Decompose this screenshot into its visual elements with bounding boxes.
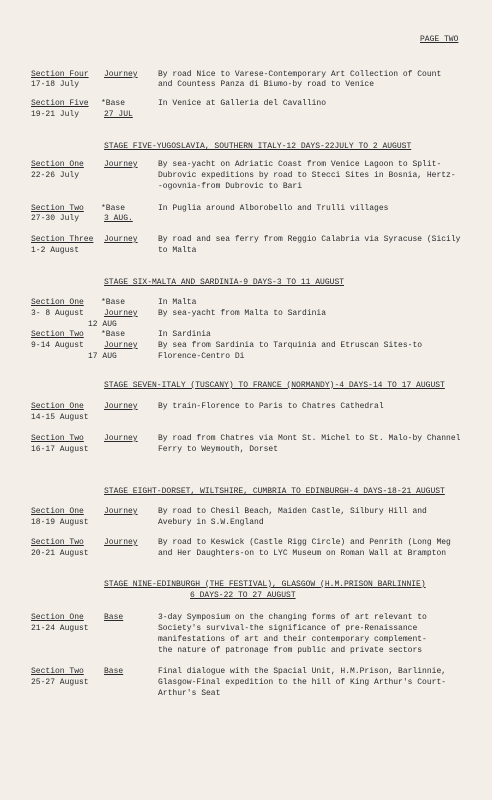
- section-desc-line: and Her Daughters-on to LYC Museum on Roman Wall at Brampton: [158, 549, 447, 558]
- section-dates: 18-19 August: [31, 518, 89, 527]
- section-type: Journey: [104, 70, 138, 79]
- section-type: *Base: [101, 298, 126, 307]
- section-desc-line: Final dialogue with the Spacial Unit, H.M.Prison, Barlinnie,: [158, 667, 447, 676]
- section-name: Section Two: [31, 667, 84, 676]
- section-type: Journey: [104, 160, 138, 169]
- section-type-date: 27 JUL: [104, 110, 133, 119]
- section-name: Section One: [31, 613, 84, 622]
- section-desc-line: Society's survival-the significance of pre-Renaissance: [158, 624, 418, 633]
- section-dates: 9-14 August: [31, 341, 84, 350]
- section-dates: 25-27 August: [31, 678, 89, 687]
- stage-title: STAGE SEVEN-ITALY (TUSCANY) TO FRANCE (NORMANDY)-4 DAYS-14 TO 17 AUGUST: [104, 381, 445, 390]
- section-desc-line: By sea-yacht on Adriatic Coast from Venice Lagoon to Split-: [158, 160, 442, 169]
- section-dates: 27-30 July: [31, 214, 80, 223]
- stage-title-days: 6 DAYS-22 TO 27 AUGUST: [190, 591, 296, 600]
- section-desc-line: and Countess Panza di Biumo-by road to Venice: [158, 80, 375, 89]
- section-desc-line: manifestations of art and their contemporary complement-: [158, 635, 427, 644]
- section-type-2: Journey: [104, 309, 138, 318]
- section-name: Section Two: [31, 538, 84, 547]
- section-desc-line: By train-Florence to Paris to Chatres Cathedral: [158, 402, 384, 411]
- section-dates: 16-17 August: [31, 445, 89, 454]
- section-type: Journey: [104, 434, 138, 443]
- section-desc-line: By road from Chatres via Mont St. Michel to St. Malo-by Channel: [158, 434, 461, 443]
- section-name: Section One: [31, 160, 84, 169]
- section-name: Section One: [31, 298, 84, 307]
- section-desc-line: the nature of patronage from public and private sectors: [158, 646, 423, 655]
- stage-title: STAGE NINE-EDINBURGH (THE FESTIVAL), GLASGOW (H.M.PRISON BARLINNIE): [104, 580, 426, 589]
- section-type-date: 17 AUG: [88, 352, 117, 361]
- section-type-2: Journey: [104, 341, 138, 350]
- section-desc-line: -ogovnia-from Dubrovic to Bari: [158, 182, 303, 191]
- section-type: Base: [104, 613, 124, 622]
- section-name: Section Three: [31, 235, 94, 244]
- section-desc-line: By sea from Sardinia to Tarquinia and Etruscan Sites-to: [158, 341, 423, 350]
- section-desc-line: By sea-yacht from Malta to Sardinia: [158, 309, 327, 318]
- section-desc-line: By road and sea ferry from Reggio Calabria via Syracuse (Sicily: [158, 235, 461, 244]
- stage-title: STAGE EIGHT-DORSET, WILTSHIRE, CUMBRIA TO EDINBURGH-4 DAYS-18-21 AUGUST: [104, 487, 445, 496]
- page-label: PAGE TWO: [420, 35, 459, 44]
- section-name: Section One: [31, 507, 84, 516]
- section-desc-line: to Malta: [158, 246, 197, 255]
- section-desc-line: By road to Keswick (Castle Rigg Circle) and Penrith (Long Meg: [158, 538, 451, 547]
- section-type: Journey: [104, 235, 138, 244]
- section-dates: 14-15 August: [31, 413, 89, 422]
- section-type-date: 12 AUG: [88, 320, 117, 329]
- section-desc-line: In Sardinia: [158, 330, 211, 339]
- section-type: Journey: [104, 402, 138, 411]
- section-dates: 1-2 August: [31, 246, 80, 255]
- section-dates: 3- 8 August: [31, 309, 84, 318]
- section-name: Section Four: [31, 70, 89, 79]
- section-type: Base: [104, 667, 124, 676]
- section-name: Section Five: [31, 99, 89, 108]
- section-desc-line: In Venice at Galleria del Cavallino: [158, 99, 327, 108]
- stage-title: STAGE FIVE-YUGOSLAVIA, SOUTHERN ITALY-12 DAYS-22JULY TO 2 AUGUST: [104, 142, 412, 151]
- stage-title: STAGE SIX-MALTA AND SARDINIA-9 DAYS-3 TO 11 AUGUST: [104, 278, 345, 287]
- section-desc-line: Arthur's Seat: [158, 689, 221, 698]
- section-desc-line: 3-day Symposium on the changing forms of art relevant to: [158, 613, 427, 622]
- section-desc-line: By road Nice to Varese-Contemporary Art Collection of Count: [158, 70, 442, 79]
- section-dates: 20-21 August: [31, 549, 89, 558]
- section-dates: 21-24 August: [31, 624, 89, 633]
- section-desc-line: By road to Chesil Beach, Maiden Castle, Silbury Hill and: [158, 507, 427, 516]
- section-type: *Base: [101, 99, 126, 108]
- section-desc-line: In Malta: [158, 298, 197, 307]
- section-desc-line: Avebury in S.W.England: [158, 518, 264, 527]
- section-type-date: 3 AUG.: [104, 214, 133, 223]
- section-dates: 22-26 July: [31, 171, 80, 180]
- section-dates: 17-18 July: [31, 80, 80, 89]
- section-name: Section Two: [31, 204, 84, 213]
- section-name: Section Two: [31, 330, 84, 339]
- section-type: Journey: [104, 507, 138, 516]
- section-desc-line: In Puglia around Alborobello and Trulli villages: [158, 204, 389, 213]
- section-name: Section One: [31, 402, 84, 411]
- section-name: Section Two: [31, 434, 84, 443]
- section-desc-line: Ferry to Weymouth, Dorset: [158, 445, 279, 454]
- section-desc-line: Florence-Centro Di: [158, 352, 245, 361]
- section-desc-line: Glasgow-Final expedition to the hill of King Arthur's Court-: [158, 678, 447, 687]
- section-desc-line: Dubrovic expeditions by road to Stecci Sites in Bosnia, Hertz-: [158, 171, 456, 180]
- section-type: *Base: [101, 204, 126, 213]
- section-type: *Base: [101, 330, 126, 339]
- section-type: Journey: [104, 538, 138, 547]
- section-dates: 19-21 July: [31, 110, 80, 119]
